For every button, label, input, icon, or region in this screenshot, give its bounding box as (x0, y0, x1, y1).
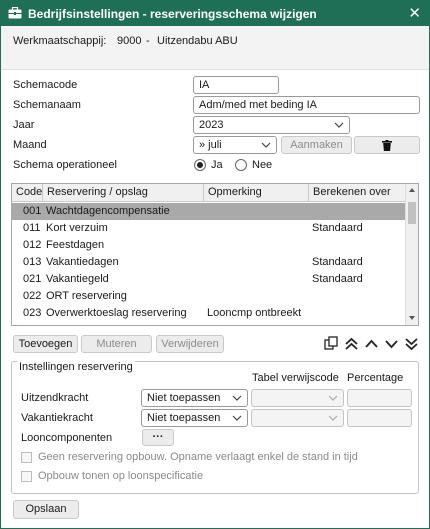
cell-reservering: Vakantiegeld (46, 273, 109, 285)
cell-code: 023 (23, 307, 42, 319)
loonspecificatie-label: Opbouw tonen op loonspecificatie (38, 470, 204, 482)
uitzendkracht-select[interactable] (141, 389, 248, 407)
maand-select[interactable] (193, 136, 277, 154)
toevoegen-button[interactable]: Toevoegen (13, 335, 78, 353)
trash-icon (382, 140, 392, 151)
double-chevron-down-icon[interactable] (403, 335, 420, 353)
cell-reservering: Wachtdagencompensatie (46, 205, 170, 217)
chevron-down-icon[interactable] (383, 335, 400, 353)
uitzendkracht-value: Niet toepassen (147, 392, 221, 404)
company-code: 9000 (117, 35, 142, 47)
close-icon[interactable]: ✕ (408, 5, 421, 22)
looncomponenten-button[interactable]: ··· (142, 429, 174, 446)
company-bar (1, 26, 429, 70)
company-name: Uitzendabu ABU (157, 35, 238, 47)
cell-reservering: Feestdagen (46, 239, 105, 251)
scroll-up-icon[interactable] (409, 188, 415, 192)
operationeel-nee-radio[interactable] (235, 159, 247, 171)
chevron-down-icon (232, 411, 242, 425)
maand-label: Maand (13, 139, 47, 151)
company-separator: - (146, 35, 150, 47)
cell-reservering: Overwerktoeslag reservering (46, 307, 187, 319)
company-label: Werkmaatschappij: (13, 35, 107, 47)
scroll-down-icon[interactable] (409, 316, 415, 320)
cell-berekenen: Standaard (312, 222, 363, 234)
aanmaken-button[interactable]: Aanmaken (281, 136, 352, 154)
table-row[interactable] (12, 288, 406, 305)
vakantiekracht-percentage-input[interactable] (347, 409, 412, 427)
operationeel-ja-radio[interactable] (194, 159, 206, 171)
chevron-up-icon[interactable] (363, 335, 380, 353)
cell-berekenen: Standaard (312, 256, 363, 268)
schemanaam-label: Schemanaam (13, 99, 81, 111)
table-row[interactable] (12, 305, 406, 322)
table-row[interactable] (12, 237, 406, 254)
vakantiekracht-value: Niet toepassen (147, 412, 221, 424)
table-row[interactable] (12, 220, 406, 237)
cell-opmerking: Looncmp ontbreekt (207, 307, 302, 319)
delete-button[interactable] (354, 136, 420, 154)
column-header-code[interactable]: Code (12, 184, 43, 202)
title-bar (1, 1, 429, 26)
vakantiekracht-label: Vakantiekracht (21, 412, 93, 424)
cell-code: 001 (23, 205, 42, 217)
vakantiekracht-select[interactable] (141, 409, 248, 427)
reservering-table (11, 183, 419, 326)
table-scrollbar[interactable] (405, 184, 418, 325)
loonspecificatie-checkbox[interactable] (21, 471, 32, 482)
chevron-down-icon (328, 391, 338, 405)
instellingen-title: Instellingen reservering (19, 361, 133, 373)
cell-code: 012 (23, 239, 42, 251)
column-header-reservering[interactable]: Reservering / opslag (43, 184, 204, 202)
chevron-down-icon (232, 391, 242, 405)
scroll-thumb[interactable] (408, 202, 416, 224)
cell-reservering: Kort verzuim (46, 222, 108, 234)
column-header-berekenen[interactable]: Berekenen over (313, 186, 391, 198)
cell-code: 021 (23, 273, 42, 285)
percentage-header: Percentage (347, 372, 404, 384)
chevron-down-icon (334, 118, 344, 132)
verwijderen-button[interactable]: Verwijderen (156, 335, 224, 353)
table-header (12, 184, 406, 202)
looncomponenten-label: Looncomponenten (21, 432, 113, 444)
geen-opbouw-label: Geen reservering opbouw. Opname verlaagt enkel de stand in tijd (38, 451, 358, 463)
double-chevron-up-icon[interactable] (343, 335, 360, 353)
uitzendkracht-tabel-select[interactable] (251, 389, 344, 407)
window-title: Bedrijfsinstellingen - reserveringsschema wijzigen (28, 7, 317, 21)
uitzendkracht-percentage-input[interactable] (347, 389, 412, 407)
cell-reservering: ORT reservering (46, 290, 127, 302)
schemacode-label: Schemacode (13, 79, 78, 91)
cell-code: 013 (23, 256, 42, 268)
table-row[interactable] (12, 203, 406, 220)
vakantiekracht-tabel-select[interactable] (251, 409, 344, 427)
table-row[interactable] (12, 254, 406, 271)
operationeel-ja-label: Ja (211, 159, 223, 171)
table-row[interactable] (12, 271, 406, 288)
schemanaam-input[interactable]: Adm/med met beding IA (193, 96, 420, 114)
cell-reservering: Vakantiedagen (46, 256, 119, 268)
jaar-select[interactable] (193, 116, 350, 134)
operationeel-nee-label: Nee (252, 159, 273, 171)
cell-berekenen: Standaard (312, 273, 363, 285)
opslaan-button[interactable]: Opslaan (13, 500, 79, 519)
chevron-down-icon (328, 411, 338, 425)
operationeel-label: Schema operationeel (13, 159, 117, 171)
uitzendkracht-label: Uitzendkracht (21, 392, 89, 404)
muteren-button[interactable]: Muteren (81, 335, 152, 353)
cell-code: 011 (23, 222, 41, 234)
cell-code: 022 (23, 290, 42, 302)
copy-icon[interactable] (323, 335, 340, 353)
jaar-value: 2023 (199, 119, 224, 131)
jaar-label: Jaar (13, 119, 35, 131)
column-header-opmerking[interactable]: Opmerking (204, 184, 309, 202)
schemacode-input[interactable]: IA (193, 76, 279, 94)
maand-value: » juli (199, 139, 222, 151)
briefcase-icon (8, 7, 22, 19)
chevron-down-icon (261, 138, 271, 152)
geen-opbouw-checkbox[interactable] (21, 452, 32, 463)
tabel-verwijscode-header: Tabel verwijscode (252, 372, 339, 384)
